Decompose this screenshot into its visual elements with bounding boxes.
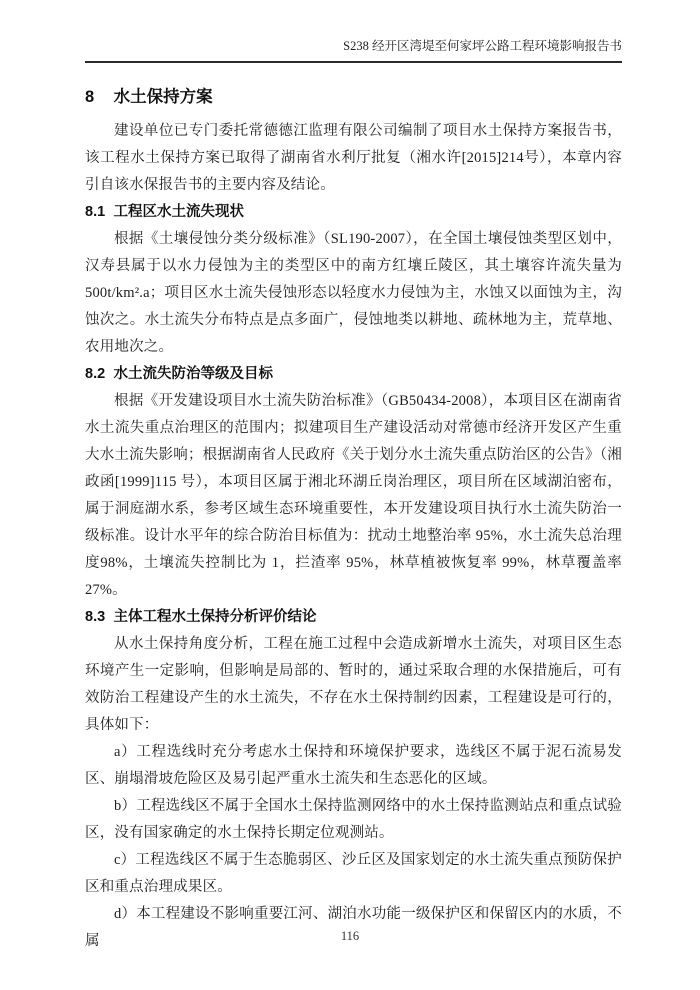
section-heading-8-1 bbox=[85, 199, 622, 226]
list-item-c: c）工程选线区不属于生态脆弱区、沙丘区及国家划定的水土流失重点预防保护区和重点治理成果区。 bbox=[85, 852, 622, 895]
paragraph: 根据《土壤侵蚀分类分级标准》（SL190-2007），在全国土壤侵蚀类型区划中，汉寿县属于以水力侵蚀为主的类型区中的南方红壤丘陵区，其土壤容许流失量为500t/km².a；项目区水土流失侵蚀形态以轻度水力侵蚀为主，水蚀又以面蚀为主，沟蚀次之。水土流失分布特点是点多面广，侵蚀地类以耕地、疏林地为主，荒草地、农用地次之。 bbox=[85, 231, 622, 355]
list-item-d: d）本工程建设不影响重要江河、湖泊水功能一级保护区和保留区内的水质，不属 bbox=[85, 906, 622, 949]
section-title: 主体工程水土保持分析评价结论 bbox=[113, 609, 317, 625]
header-title: S238 经开区湾堤至何家坪公路工程环境影响报告书 bbox=[343, 39, 622, 53]
chapter-title: 水土保持方案 bbox=[113, 88, 213, 106]
page-content bbox=[85, 38, 622, 955]
section-heading-8-3 bbox=[85, 604, 622, 631]
section-title: 水土流失防治等级及目标 bbox=[113, 366, 274, 382]
page-number: 116 bbox=[340, 929, 360, 943]
section-number: 8.2 bbox=[85, 366, 106, 382]
chapter-number: 8 bbox=[85, 88, 95, 106]
list-item-b: b）工程选线区不属于全国水土保持监测网络中的水土保持监测站点和重点试验区，没有国家确定的水土保持长期定位观测站。 bbox=[85, 798, 622, 841]
chapter-heading bbox=[85, 85, 622, 109]
section-number: 8.1 bbox=[85, 204, 106, 220]
section-heading-8-2 bbox=[85, 361, 622, 388]
paragraph: 从水土保持角度分析，工程在施工过程中会造成新增水土流失，对项目区生态环境产生一定影响，但影响是局部的、暂时的，通过采取合理的水保措施后，可有效防治工程建设产生的水土流失，不存在水土保持制约因素，工程建设是可行的，具体如下： bbox=[85, 636, 622, 733]
section-number: 8.3 bbox=[85, 609, 106, 625]
list-item-a: a）工程选线时充分考虑水土保持和环境保护要求，选线区不属于泥石流易发区、崩塌滑坡危险区及易引起严重水土流失和生态恶化的区域。 bbox=[85, 744, 622, 787]
intro-paragraph: 建设单位已专门委托常德德江监理有限公司编制了项目水土保持方案报告书，该工程水土保持方案已取得了湖南省水利厅批复（湘水许[2015]214号），本章内容引自该水保报告书的主要内容及结论。 bbox=[85, 123, 622, 193]
page-footer bbox=[0, 929, 700, 944]
section-title: 工程区水土流失现状 bbox=[113, 204, 245, 220]
paragraph: 根据《开发建设项目水土流失防治标准》（GB50434-2008），本项目区在湖南省水土流失重点治理区的范围内；拟建项目生产建设活动对常德市经济开发区产生重大水土流失影响；根据湖南省人民政府《关于划分水土流失重点防治区的公告》（湘政函[1999]115 号），本项目区属于湘北环湖丘岗治理区，项目所在区域湖泊密布，属于洞庭湖水系，参考区域生态环境重要性，本开发建设项目执行水土流失防治一级标准。设计水平年的综合防治目标值为：扰动土地整治率 95%，水土流失总治理度98%，土壤流失控制比为 1，拦渣率 95%，林草植被恢复率 99%，林草覆盖率 27%。 bbox=[85, 393, 622, 598]
running-header bbox=[85, 38, 622, 63]
